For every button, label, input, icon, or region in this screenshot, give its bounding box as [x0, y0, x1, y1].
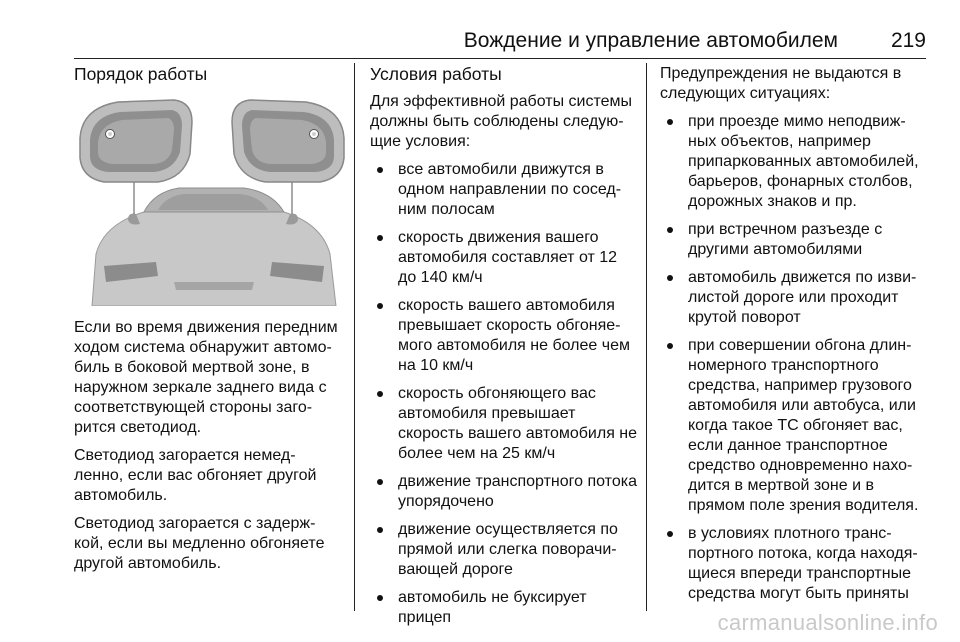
column-2	[370, 64, 638, 636]
column-1	[74, 64, 348, 92]
column-divider-2	[646, 63, 647, 611]
list-item: автомобиль не буксирует прицеп	[370, 588, 638, 628]
section-heading-conditions: Условия работы	[370, 64, 502, 84]
list-item: автомобиль движется по изви- листой дороге или проходит крутой поворот	[660, 268, 928, 328]
mirror-illustration	[74, 94, 350, 306]
column-divider-1	[354, 63, 355, 611]
list-item: при встречном разъезде с другими автомобилями	[660, 220, 928, 260]
page-header	[74, 26, 926, 58]
column-1-text	[74, 318, 348, 582]
warnings-intro: Предупреждения не выдаются в следующих ситуациях:	[660, 65, 902, 102]
header-rule	[74, 58, 926, 59]
column-3	[660, 64, 928, 612]
conditions-list	[370, 160, 638, 628]
list-item: движение транспортного потока упорядочено	[370, 472, 638, 512]
side-mirror-led-illustration-icon	[74, 94, 350, 306]
paragraph: Если во время движения передним ходом система обнаружит автомо- биль в боковой мертвой зоне, в наружном зеркале заднего вида с соответствующей стороны заго- рится светодиод.	[74, 319, 338, 436]
conditions-intro: Для эффективной работы системы должны быть соблюдены следую- щие условия:	[370, 93, 632, 150]
section-heading-operation: Порядок работы	[74, 64, 208, 84]
list-item: скорость вашего автомобиля превышает скорость обгоняе- мого автомобиля не более чем на 10 км/ч	[370, 296, 638, 376]
list-item: все автомобили движутся в одном направлении по сосед- ним полосам	[370, 160, 638, 220]
list-item: скорость обгоняющего вас автомобиля превышает скорость вашего автомобиля не более чем на 25 км/ч	[370, 384, 638, 464]
watermark: carmanualsonline.info	[717, 610, 938, 635]
warnings-exceptions-list	[660, 112, 928, 604]
header-title: Вождение и управление автомобилем	[463, 29, 838, 52]
list-item: движение осуществляется по прямой или слегка поворачи- вающей дороге	[370, 520, 638, 580]
list-item: при совершении обгона длин- номерного транспортного средства, например грузового автомобиля или автобуса, или когда такое ТС обгоняет вас, если данное транспортное средство одновременно нахо- дится в мертвой зоне и в прямом поле зрения водителя.	[660, 336, 928, 516]
page-number: 219	[890, 29, 926, 52]
paragraph: Светодиод загорается с задерж- кой, если вы медленно обгоняете другой автомобиль.	[74, 515, 325, 572]
list-item: скорость движения вашего автомобиля составляет от 12 до 140 км/ч	[370, 228, 638, 288]
list-item: в условиях плотного транс- портного потока, когда находя- щиеся впереди транспортные средства могут быть приняты	[660, 524, 928, 604]
paragraph: Светодиод загорается немед- ленно, если вас обгоняет другой автомобиль.	[74, 447, 317, 504]
list-item: при проезде мимо неподвиж- ных объектов, например припаркованных автомобилей, барьеров, фонарных столбов, дорожных знаков и пр.	[660, 112, 928, 212]
